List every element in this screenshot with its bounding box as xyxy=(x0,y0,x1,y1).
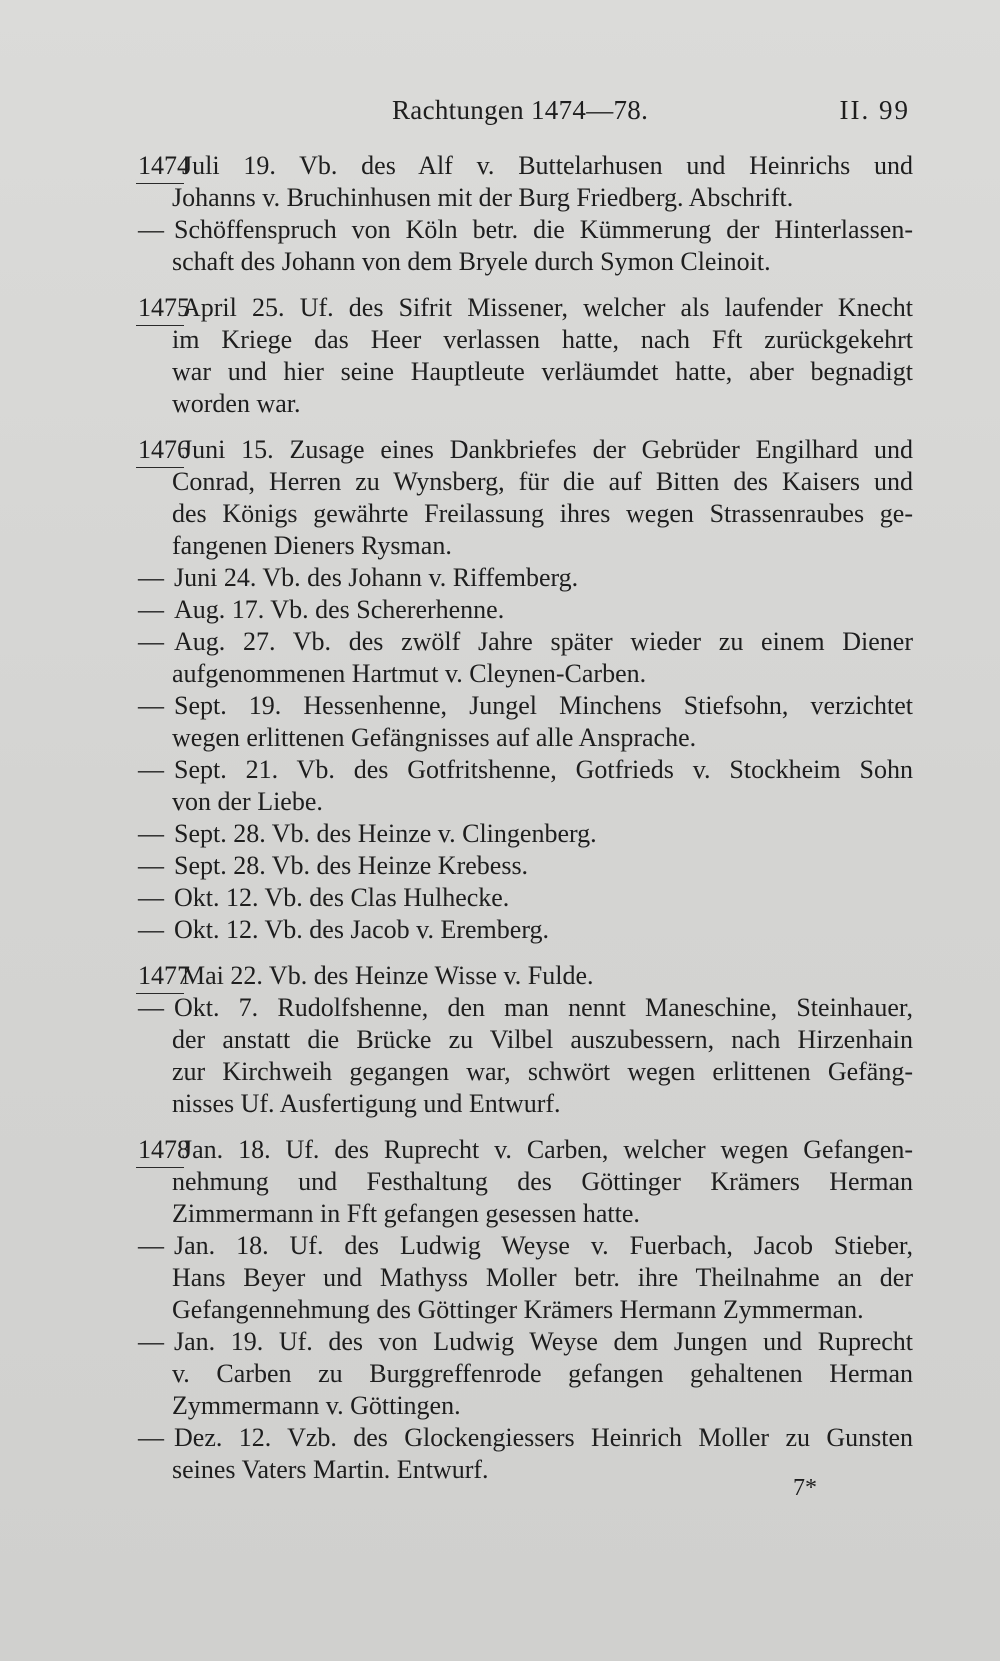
entry-text: fangenen Dieners Rysman. xyxy=(172,531,452,560)
entry-line xyxy=(138,1024,913,1056)
entry-dash: — xyxy=(138,755,164,784)
entry-line xyxy=(138,182,913,214)
entry-line xyxy=(138,786,913,818)
entry-text: Juni 24. Vb. des Johann v. Riffemberg. xyxy=(174,563,579,592)
entry-year: 1475 xyxy=(138,293,190,322)
entry-year: 1474 xyxy=(138,151,190,180)
entry-text: Sept. 21. Vb. des Gotfritshenne, Gotfrieds v. Stockheim Sohn xyxy=(174,755,913,784)
entry-line xyxy=(138,1422,913,1454)
list-item xyxy=(138,434,913,562)
entry-text: Aug. 17. Vb. des Schererhenne. xyxy=(174,595,505,624)
entry-dash: — xyxy=(138,819,164,848)
entry-text: Johanns v. Bruchinhusen mit der Burg Friedberg. Abschrift. xyxy=(172,183,794,212)
entry-line xyxy=(138,1294,913,1326)
entry-line xyxy=(138,356,913,388)
list-item xyxy=(138,850,913,882)
entry-text: Jan. 19. Uf. des von Ludwig Weyse dem Jungen und Ruprecht xyxy=(174,1327,913,1356)
entry-dash: — xyxy=(138,563,164,592)
signature-mark: 7* xyxy=(793,1475,817,1501)
entry-line xyxy=(138,914,913,946)
entry-dash: — xyxy=(138,993,164,1022)
entry-line xyxy=(138,434,913,466)
entry-dash: — xyxy=(138,1423,164,1452)
entry-line xyxy=(138,150,913,182)
entry-dash: — xyxy=(138,215,164,244)
list-item xyxy=(138,292,913,420)
entry-year: 1478 xyxy=(138,1135,190,1164)
entry-text: Okt. 12. Vb. des Clas Hulhecke. xyxy=(174,883,510,912)
entry-line xyxy=(138,498,913,530)
entry-text: Zimmermann in Fft gefangen gesessen hatte. xyxy=(172,1199,640,1228)
entry-dash: — xyxy=(138,1327,164,1356)
entry-text: Okt. 7. Rudolfshenne, den man nennt Maneschine, Steinhauer, xyxy=(174,993,913,1022)
entry-text: April 25. Uf. des Sifrit Missener, welcher als laufender Knecht xyxy=(182,293,913,322)
entry-dash: — xyxy=(138,595,164,624)
entry-text: Jan. 18. Uf. des Ludwig Weyse v. Fuerbach, Jacob Stieber, xyxy=(174,1231,913,1260)
entry-line xyxy=(138,292,913,324)
entry-text: Dez. 12. Vzb. des Glockengiessers Heinrich Moller zu Gunsten xyxy=(174,1423,913,1452)
entry-year: 1476 xyxy=(138,435,190,464)
entry-text: Juli 19. Vb. des Alf v. Buttelarhusen und Heinrichs und xyxy=(182,151,913,180)
entry-text: Mai 22. Vb. des Heinze Wisse v. Fulde. xyxy=(182,961,594,990)
entry-line xyxy=(138,1088,913,1120)
entry-dash: — xyxy=(138,851,164,880)
entry-dash: — xyxy=(138,883,164,912)
entry-line xyxy=(138,1390,913,1422)
list-item xyxy=(138,754,913,818)
entry-text: worden war. xyxy=(172,389,301,418)
entry-text: schaft des Johann von dem Bryele durch Symon Cleinoit. xyxy=(172,247,771,276)
entry-text: Sept. 28. Vb. des Heinze v. Clingenberg. xyxy=(174,819,597,848)
entry-dash: — xyxy=(138,915,164,944)
entry-line xyxy=(138,658,913,690)
entry-line xyxy=(138,466,913,498)
list-item xyxy=(138,1134,913,1230)
entry-line xyxy=(138,992,913,1024)
entry-line xyxy=(138,1262,913,1294)
entry-text: nehmung und Festhaltung des Göttinger Krämers Herman xyxy=(172,1167,913,1196)
list-item xyxy=(138,1230,913,1326)
entry-line xyxy=(138,594,913,626)
entry-text: Conrad, Herren zu Wynsberg, für die auf Bitten des Kaisers und xyxy=(172,467,913,496)
entry-text: wegen erlittenen Gefängnisses auf alle Ansprache. xyxy=(172,723,697,752)
entry-line xyxy=(138,754,913,786)
entry-line xyxy=(138,1166,913,1198)
entry-line xyxy=(138,1056,913,1088)
entry-line xyxy=(138,1358,913,1390)
entry-line xyxy=(138,850,913,882)
entry-year: 1477 xyxy=(138,961,190,990)
entry-text: Sept. 28. Vb. des Heinze Krebess. xyxy=(174,851,529,880)
entry-text: Gefangennehmung des Göttinger Krämers Hermann Zymmerman. xyxy=(172,1295,864,1324)
entry-text: im Kriege das Heer verlassen hatte, nach Fft zurückgekehrt xyxy=(172,325,913,354)
entry-dash: — xyxy=(138,1231,164,1260)
entry-text: Zymmermann v. Göttingen. xyxy=(172,1391,461,1420)
entry-text: Sept. 19. Hessenhenne, Jungel Minchens Stiefsohn, verzichtet xyxy=(174,691,913,720)
page-title: Rachtungen 1474—78. xyxy=(392,95,649,125)
entry-line xyxy=(138,1134,913,1166)
list-item xyxy=(138,1326,913,1422)
list-item xyxy=(138,818,913,850)
entry-text: Hans Beyer und Mathyss Moller betr. ihre Theilnahme an der xyxy=(172,1263,913,1292)
entry-text: v. Carben zu Burggreffenrode gefangen gehaltenen Herman xyxy=(172,1359,913,1388)
entry-text: des Königs gewährte Freilassung ihres wegen Strassenraubes ge- xyxy=(172,499,913,528)
entry-text: seines Vaters Martin. Entwurf. xyxy=(172,1455,489,1484)
entry-dash: — xyxy=(138,691,164,720)
entry-text: der anstatt die Brücke zu Vilbel auszubessern, nach Hirzenhain xyxy=(172,1025,913,1054)
entry-line xyxy=(138,562,913,594)
entry-line xyxy=(138,722,913,754)
entry-line xyxy=(138,324,913,356)
list-item xyxy=(138,992,913,1120)
entry-text: war und hier seine Hauptleute verläumdet hatte, aber begnadigt xyxy=(172,357,913,386)
entry-line xyxy=(138,1230,913,1262)
list-item xyxy=(138,214,913,278)
entry-text: Jan. 18. Uf. des Ruprecht v. Carben, welcher wegen Gefangen- xyxy=(182,1135,913,1164)
entry-text: Aug. 27. Vb. des zwölf Jahre später wieder zu einem Diener xyxy=(174,627,913,656)
entry-text: Schöffenspruch von Köln betr. die Kümmerung der Hinterlassen- xyxy=(174,215,913,244)
entry-line xyxy=(138,882,913,914)
list-item xyxy=(138,914,913,946)
entry-text: nisses Uf. Ausfertigung und Entwurf. xyxy=(172,1089,561,1118)
running-header xyxy=(0,95,1000,135)
entry-text: aufgenommenen Hartmut v. Cleynen-Carben. xyxy=(172,659,647,688)
list-item xyxy=(138,882,913,914)
entry-text: Okt. 12. Vb. des Jacob v. Eremberg. xyxy=(174,915,550,944)
entry-line xyxy=(138,690,913,722)
entry-text: von der Liebe. xyxy=(172,787,323,816)
entry-line xyxy=(138,530,913,562)
entry-line xyxy=(138,246,913,278)
entry-line xyxy=(138,1326,913,1358)
entry-line xyxy=(138,214,913,246)
entry-text: zur Kirchweih gegangen war, schwört wegen erlittenen Gefäng- xyxy=(172,1057,913,1086)
list-item xyxy=(138,562,913,594)
entry-line xyxy=(138,818,913,850)
entry-line xyxy=(138,626,913,658)
page-number: II. 99 xyxy=(839,95,910,125)
list-item xyxy=(138,960,913,992)
entry-list xyxy=(138,150,913,1486)
entry-dash: — xyxy=(138,627,164,656)
entry-line xyxy=(138,960,913,992)
list-item xyxy=(138,594,913,626)
list-item xyxy=(138,150,913,214)
entry-text: Juni 15. Zusage eines Dankbriefes der Gebrüder Engilhard und xyxy=(182,435,913,464)
entry-line xyxy=(138,1198,913,1230)
list-item xyxy=(138,626,913,690)
list-item xyxy=(138,690,913,754)
entry-line xyxy=(138,388,913,420)
